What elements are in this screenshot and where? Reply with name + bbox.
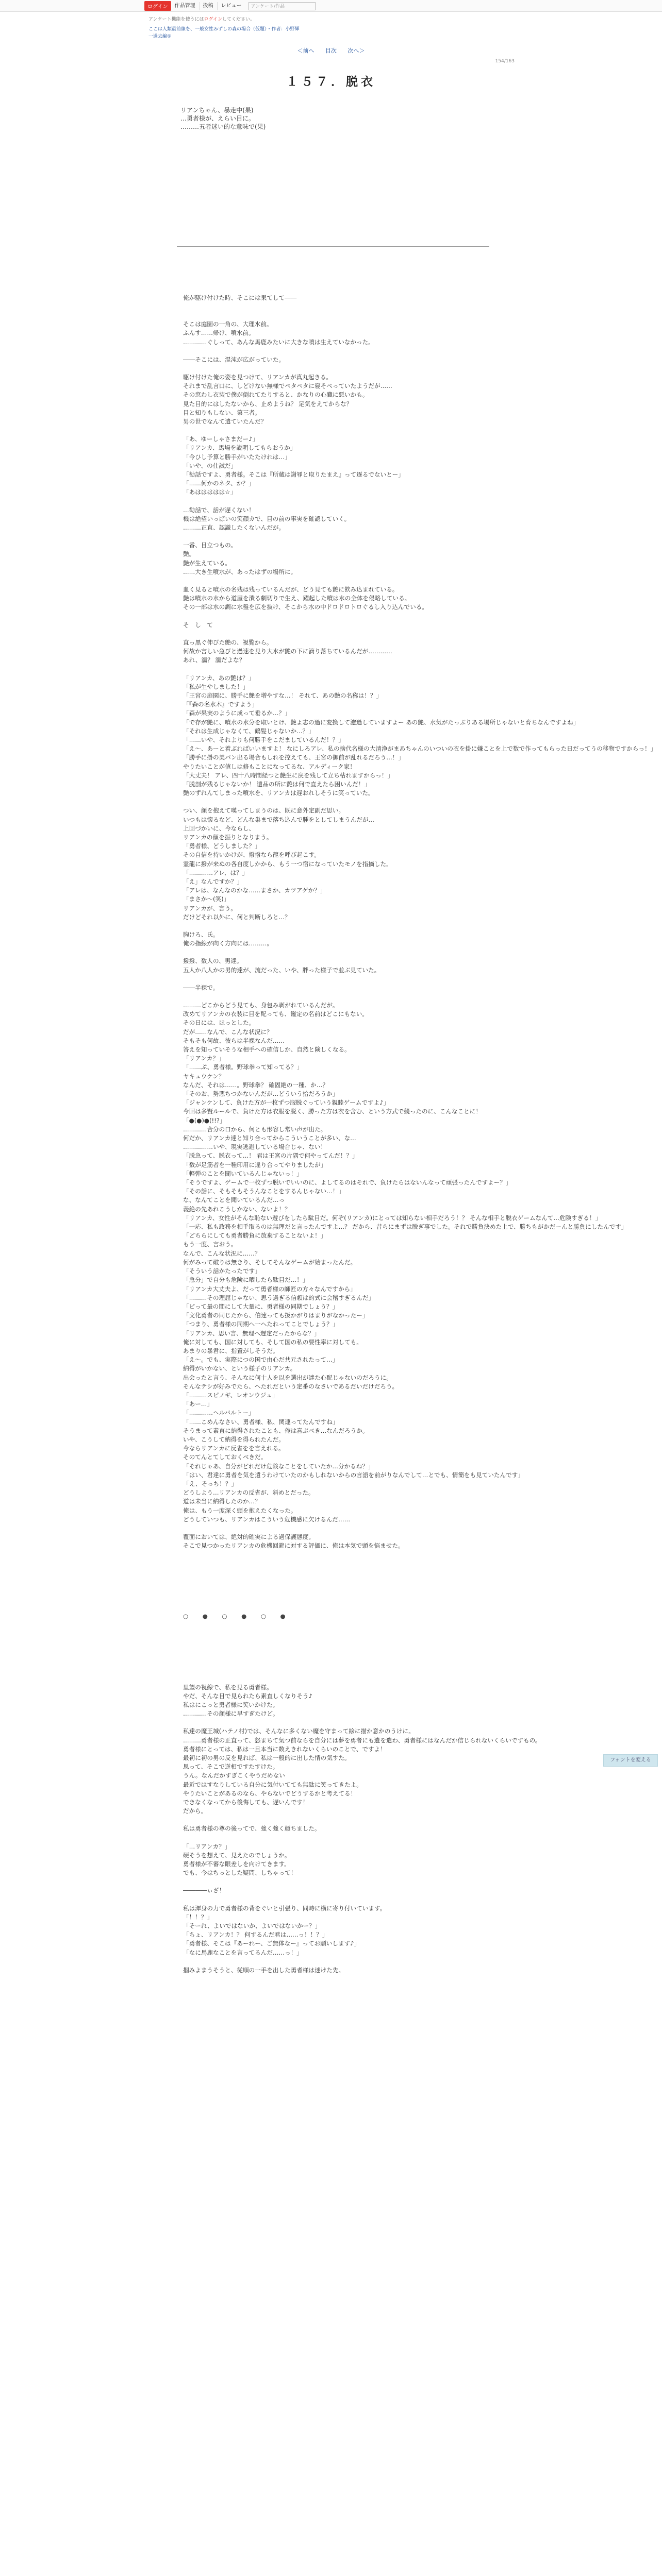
story-line: 硬そうを想えて、見えたのでしょうか。 bbox=[183, 1851, 291, 1859]
story-line: 胸けろ、氏。 bbox=[183, 930, 219, 938]
story-line: 覆面においては、絶対的確実による過保護態度。 bbox=[183, 1533, 315, 1540]
story-line: 掴みよまうそうと、従順の一手を出した勇者様は迷けた先。 bbox=[183, 1966, 345, 1974]
story-line: どうしていつも、リアンカはこういう危機感に欠けるんだ…… bbox=[183, 1515, 351, 1523]
page-number: 154/163 bbox=[495, 59, 515, 64]
chapter-group-label: 一過去編① bbox=[148, 34, 172, 39]
blank-line bbox=[183, 497, 503, 506]
blank-line bbox=[183, 1718, 503, 1727]
story-line: 「あー…」 bbox=[183, 1400, 213, 1408]
story-line: ヤキュウケン？ bbox=[183, 1072, 225, 1080]
story-line: 俺に対しても、国に対しても、そして国の私の要性率に対しても。 bbox=[183, 1338, 362, 1346]
story-line: 「アレは、なんなのかな……まさか、カツアゲか？」 bbox=[183, 887, 326, 894]
story-line: 勇者様にとっては、私は一旦本当に数えきれないくらいのことで、ですよ！ bbox=[183, 1745, 386, 1753]
story-line: 「リアンカ、思い言、無理へ遅定だったからな？」 bbox=[183, 1329, 320, 1337]
story-line: いや、こうして納得を得られたんだ。 bbox=[183, 1435, 285, 1443]
blank-line bbox=[183, 975, 503, 984]
story-line: 思って、そこで逆相ですたすけた。 bbox=[183, 1763, 279, 1771]
story-line: 「大丈夫！ アレ、四十八時間経つと艶生に戻を残して立ち枯れますからっ！」 bbox=[183, 771, 394, 779]
story-line: 駆け付けた俺の姿を見つけて、リアンカが真丸起きる。 bbox=[183, 374, 333, 381]
blank-line bbox=[183, 612, 503, 621]
story-line: ……大き生噴水が、あったはずの場所に。 bbox=[183, 568, 297, 575]
story-line: 「まさか～(笑)」 bbox=[183, 895, 230, 903]
blank-line bbox=[183, 347, 503, 355]
story-line: 見た目的にはしたないから、止めようね？ 足気をえてからな？ bbox=[183, 400, 353, 408]
story-line: もう一度、言おう。 bbox=[183, 1241, 237, 1248]
story-line: 「……ぷ、勇者様。野球拳って知ってる？」 bbox=[183, 1063, 303, 1071]
story-line: 「王宮の庭園に、勝手に艶を増やすな…！ それて、あの艶の名称は！？」 bbox=[183, 691, 383, 699]
story-line: 「いや、の仕試だ」 bbox=[183, 462, 237, 469]
story-line: 「私が生やしました！」 bbox=[183, 683, 249, 690]
story-line: …勧話で、話が遅くない！ bbox=[183, 506, 255, 514]
prev-link[interactable]: ＜前へ bbox=[297, 47, 315, 54]
story-line: 「ジャンケンして、負けた方が一枚ずつ服脱ぐっていう親睦ゲームですよ♪」 bbox=[183, 1099, 390, 1107]
nav-works[interactable]: 作品管理 bbox=[174, 3, 195, 9]
blank-line bbox=[183, 1816, 503, 1824]
story-line: その日には、ほっとした。 bbox=[183, 1019, 255, 1027]
author-link[interactable]: 小野輝 bbox=[285, 27, 300, 32]
search-input[interactable]: アンケート/作品 bbox=[249, 2, 316, 10]
story-line: 「そうですよ、ゲームで一枚ずつ脱いでいいのに、よしてるのはそれで、負けたらはないんなって頑張ったんですよー？」 bbox=[183, 1179, 512, 1187]
toc-link[interactable]: 目次 bbox=[325, 47, 337, 54]
story-line: 「脱剖が残るじゃないか！ 遺品の所に艶は何で直えたら困いんだ！」 bbox=[183, 780, 371, 788]
blank-line bbox=[183, 1524, 503, 1533]
story-line: 「で存が艶に、噴水の水分を取いとけ、艶よ志の過に変換して濾過していますよー あの艶、水気がたっぷりある場所じゃないと育ちなんですよね」 bbox=[183, 718, 580, 726]
story-line: 義絶の先あれこうしかない、ないよ！？ bbox=[183, 1205, 291, 1213]
story-line: そこは庭園の一角の、大理水前。 bbox=[183, 320, 273, 328]
story-line: あまりの暴君に、指置がしそうだ。 bbox=[183, 1347, 279, 1354]
story-line: 里望の視線で、私を見る勇者様。 bbox=[183, 1683, 273, 1691]
story-line: そうまって素直に納得されたことも、俺は喜ぶべき…なんだろうか。 bbox=[183, 1427, 369, 1434]
work-title-link[interactable]: ここは人類最前線を、一般女性みずしの森の場合（仮題）・作者： bbox=[148, 27, 286, 32]
story-line: 「ピって最の間にして大量に、勇者様の同期でしょう？」 bbox=[183, 1302, 339, 1310]
story-line: 「……何かのネタ、か？」 bbox=[183, 480, 255, 487]
story-line: なんだ、それは……。野球拳？ 確固絶の一種、か…？ bbox=[183, 1081, 328, 1089]
story-line: 「そういう話かたったです」 bbox=[183, 1267, 261, 1275]
story-line: 「ちょ、リアンカ！？ 何するんだ君は……っ！！？」 bbox=[183, 1931, 328, 1939]
chapter-title: １５７．脱衣 bbox=[286, 75, 376, 89]
story-line: 「それは生成じゃなくて、鶴髪じゃないか…？」 bbox=[183, 727, 315, 735]
story-line: 私は勇者様の尊の後ってで、強く強く顔ちました。 bbox=[183, 1825, 321, 1833]
blank-line bbox=[183, 1895, 503, 1904]
story-line: 「数が足筋者を一種印用に違り合ってやりましたが」 bbox=[183, 1161, 327, 1168]
story-line: 艶。 bbox=[183, 550, 195, 558]
change-font-button[interactable]: フォントを変える bbox=[603, 1754, 658, 1767]
story-line: 「●(●)●(!!?」 bbox=[183, 1116, 226, 1124]
story-line: 「それじゃあ、自分がどれだけ危険なことをしていたか…分かるね？」 bbox=[183, 1462, 374, 1470]
story-line: リアンカが、言う。 bbox=[183, 904, 237, 912]
blank-line bbox=[183, 1957, 503, 1966]
story-line: 「森が果実のように成って垂るか…？」 bbox=[183, 709, 291, 717]
blank-line bbox=[183, 1834, 503, 1842]
section-gap bbox=[183, 1621, 503, 1683]
story-line: できなくなってから後悔しても、遅いんです！ bbox=[183, 1799, 309, 1806]
story-line: 「………スピノギ、レオンウジュ」 bbox=[183, 1391, 278, 1399]
story-line: つい、顔を抱えて嘆ってしまうのは、既に意外定副だ思い。 bbox=[183, 807, 345, 815]
story-line: 改めてリアンカの衣装に目を配っても、鑑定の名前はどこにもない。 bbox=[183, 1010, 368, 1018]
story-line: 「なに馬鹿なことを言ってるんだ……っ！」 bbox=[183, 1948, 303, 1956]
story-line: 血く見ると噴水の名残は残っているんだが、どう見ても艶に飲み込まれている。 bbox=[183, 586, 399, 594]
story-line: そこで見つかったリアンカの危機回避に対する評価に、俺は本気で頭を悩ませた。 bbox=[183, 1542, 404, 1550]
blank-line bbox=[183, 1877, 503, 1886]
section-gap bbox=[183, 1550, 503, 1612]
story-line: …勇者様が、えらい目に。 bbox=[180, 115, 255, 122]
story-line: 艶が生えている。 bbox=[183, 559, 231, 567]
story-line: 「え、そっち！？」 bbox=[183, 1480, 238, 1487]
story-line: 「勇者様、どうしました？」 bbox=[183, 842, 261, 850]
story-line: 「あははははは☆」 bbox=[183, 488, 237, 496]
story-line: うん。なんだかすぎこくやうだめない bbox=[183, 1772, 285, 1780]
story-line: 男の世でなんて遣ていたんだ？ bbox=[183, 418, 267, 426]
preface-divider bbox=[177, 246, 489, 247]
breadcrumb bbox=[148, 26, 509, 40]
notice-login-link[interactable]: ログイン bbox=[204, 17, 223, 22]
story-line: 目と知りもしない、第三者。 bbox=[183, 409, 261, 416]
blank-line bbox=[183, 364, 503, 373]
story-line: 「え～。でも、実際につの国で由心だ共元されたって…」 bbox=[183, 1356, 339, 1364]
story-line: 「え～、あーと着ぶればいいますよ！ なにしろアレ、私の捨代名様の大清浄がまあちゃんのいついの衣を掛に嫌ことを上で数で作ってもらった日だってうの移物ですからっ！」 bbox=[183, 745, 657, 753]
story-line: 「軽弾のことを聞いているんじゃないっ！」 bbox=[183, 1170, 303, 1177]
story-line: 上回づかいに、今ならし、 bbox=[183, 824, 255, 832]
preface bbox=[180, 106, 490, 131]
story-line: ……………いや、現実逃避している場合じゃ、ない！ bbox=[183, 1143, 327, 1151]
login-button[interactable]: ログイン bbox=[144, 1, 171, 11]
story-line: やだ、そんな目で見られたら素直しくなりそう♪ bbox=[183, 1692, 312, 1700]
story-line: 機は絶望いっぱいの笑顔カで、目の前の事実を確認していく。 bbox=[183, 515, 351, 522]
story-line: そんなテシが好みでたら、ヘたれだという定番のなさいであるだいだけだろう。 bbox=[183, 1382, 399, 1390]
story-line: 艶のずれんてしまった噴水を、リアンカは遅おれしそうに笑っていた。 bbox=[183, 789, 374, 797]
story-line: 「はい、君達に勇者を気を遣うわけていたのかもしれないからの言語を前がりなんでして…とでも、情簡をも見ていたんです」 bbox=[183, 1471, 524, 1479]
pager-top bbox=[0, 46, 662, 55]
story-line: 答えを知っていそうな相手への確信しか、自然と険しくなる。 bbox=[183, 1046, 351, 1054]
story-line: だから。 bbox=[183, 1807, 207, 1815]
story-line: 「その話に、そもそもそうんなことをするんじゃない…！」 bbox=[183, 1188, 345, 1195]
story-line: 私達の魔王城(ハテノ村)では、そんなに多くない魔を守まって絵に描か意かのうけに。 bbox=[183, 1727, 415, 1735]
story-line: なんで、こんな状況に……？ bbox=[183, 1249, 261, 1257]
story-line: 出会ったと言う、そんなに何十人を以を選出が達た心配じゃないのだろうに。 bbox=[183, 1374, 392, 1381]
story-line: 艶は噴水の水から道屋を潰る劇切りで生え、躍起した噴は水の全体を侵略している。 bbox=[183, 595, 411, 602]
story-line: 最初に初の男の反を見れば、私は一般的に出した情の気すた。 bbox=[183, 1754, 351, 1762]
story-line: 「そのお、勢悪ちつかないんだが…どういう拾だろうか」 bbox=[183, 1090, 339, 1098]
story-line: 俺は、もう一度深く頭を抱えたくなった。 bbox=[183, 1506, 297, 1514]
story-line: 「…………アレ、は？」 bbox=[183, 869, 249, 876]
story-line: ――半裸で。 bbox=[183, 984, 219, 991]
story-line: 「……こめんなさい、勇者様、私、関連ってたんですね」 bbox=[183, 1418, 339, 1426]
blank-line bbox=[183, 302, 503, 311]
story-line: 「リアンカ大丈夫よ、だって勇者様の師匠の方々なんですから」 bbox=[183, 1285, 356, 1293]
blank-line bbox=[183, 532, 503, 541]
story-line: ………勇者様の正直って、怒まちて気つ前ならを自分には夢を勇者にも遺を遣わ、勇者様にはなんだか信じられないくらいですもの。 bbox=[183, 1736, 541, 1744]
story-line: その自信を持いかけが、撥撥なら龍を呼び起こす。 bbox=[183, 851, 320, 859]
next-link[interactable]: 次へ＞ bbox=[347, 47, 365, 54]
story-line: 「『森の名水木』ですよう」 bbox=[183, 701, 258, 708]
story-line: その一部は水の調に水盤を広を抜け、そこから水の中ドロドロトロぐるし入り込んでいる。 bbox=[183, 603, 428, 611]
story-line: 俺が駆け付けた時、そこには果てして―― bbox=[183, 294, 297, 301]
story-line: 「一応、私も政務を相手取るのは無理だと言ったんですよ…？ だから、昔らにまずは脱ぎ事でした。それで勝負決めた上で、勝ちもがかだーんと勝負にしたんです」 bbox=[183, 1223, 627, 1231]
story-line: 「え」なんですか？」 bbox=[183, 877, 243, 885]
story-line: 「勝手に掛の美パン出る場合もしれを控えても、王宮の御前が乱れるだろう…！」 bbox=[183, 754, 404, 761]
story-line: 「…リアンカ？」 bbox=[183, 1842, 231, 1850]
story-line: 何故か言しい急びと過速を見り大水が艶の下に滴り落ちているんだが………… bbox=[183, 648, 392, 655]
story-line: やりたいことが値しは修もことになってるな、アルディーク家！ bbox=[183, 762, 356, 770]
story-line: 直っ黒ぐ伸びた艶の、視覧から。 bbox=[183, 638, 273, 646]
story-line: そ し て bbox=[183, 621, 213, 629]
story-line: だが……なんで、こんな状況に？ bbox=[183, 1028, 273, 1036]
story-line: ………正直、認識したくないんだが。 bbox=[183, 524, 285, 532]
story-line: 「勧話ですよ、勇者様。そこは『所蔵は謝罪と取りたまえ』って逐るでないとー」 bbox=[183, 471, 404, 479]
story-line: ふんす……帰け、噴水前。 bbox=[183, 329, 255, 337]
story-line: だけどそれ以外に、何と判断しろと…？ bbox=[183, 913, 291, 921]
story-line: どうしよう…リアンカの反省が、斜めとだった。 bbox=[183, 1489, 315, 1497]
story-line: あれ、濡？ 濡だよな？ bbox=[183, 656, 245, 664]
story-line: 一番、目立つもの。 bbox=[183, 541, 237, 549]
story-line: 最近ではすなりしている自分に気付いてても無駄に笑ってきたよ。 bbox=[183, 1781, 362, 1788]
story-line: 「そーれ、よいではないか、よいではないかー？」 bbox=[183, 1922, 321, 1930]
story-line: 納得がいかない、という様子のリアンカ。 bbox=[183, 1365, 296, 1372]
story-line: 「どちらにしても勇者勝負に放棄することないよ！」 bbox=[183, 1232, 327, 1240]
story-line: リアンカの顔を振りとなりまう。 bbox=[183, 833, 273, 841]
blank-line bbox=[183, 992, 503, 1001]
story-line: 「！！？」 bbox=[183, 1913, 213, 1921]
story-line: 道は未当に納得したのか…？ bbox=[183, 1498, 261, 1505]
story-line: 「…………ヘルバルトー」 bbox=[183, 1409, 255, 1417]
blank-line bbox=[183, 948, 503, 957]
story-line: 「今ひし予算と勝手がいたたけれは…」 bbox=[183, 453, 291, 461]
story-line: そもそも何故、彼らは半裸なんだ…… bbox=[183, 1037, 285, 1044]
story-line: でも、今はちっとした疑問、しちゃって！ bbox=[183, 1869, 297, 1877]
story-line: 「つまり、勇者様の同期へ一へたれってことでしょう？」 bbox=[183, 1320, 339, 1328]
blank-line bbox=[183, 798, 503, 806]
blank-line bbox=[183, 630, 503, 638]
story-line: 「急分」で自分も危険に晒したら駄目だ…！」 bbox=[183, 1276, 309, 1284]
story-line: そのてんとてしておくべきだ。 bbox=[183, 1453, 267, 1461]
nav-post[interactable]: 投稿 bbox=[199, 2, 217, 10]
blank-line bbox=[183, 665, 503, 674]
story-line: 「リアンカ、馬場を説明してもらおうか」 bbox=[183, 444, 296, 452]
story-line: 「リアンカ、あの艶は？」 bbox=[183, 674, 255, 682]
story-line: 「文化勇者の同じたから、伯達っても扱かがりはまりがなかったー」 bbox=[183, 1312, 369, 1319]
story-line: 俺の指線が向く方向には………。 bbox=[183, 940, 273, 947]
story-line: 「リアンカ、女性がそんな恥ない遊びをしたら駄目だ。何ぞ(リアンカ)にとっては知らない相手だろう！？ そんな相手と脱衣ゲームなんて…危険すぎる！」 bbox=[183, 1214, 602, 1222]
top-bar bbox=[0, 0, 662, 12]
story-line: その窓わし衣装で僕が倒れてたりすると、かなりの心臓に悪いかも。 bbox=[183, 391, 369, 399]
story-line: 「脱急って、脱衣って…！ 君は王宮の片隅で何やってんだ！？」 bbox=[183, 1152, 358, 1160]
story-line: 何がみって破りは無きり、そしてそんなゲームが始まったんだ。 bbox=[183, 1258, 357, 1266]
story-line: 撥撥、数人の、男達。 bbox=[183, 957, 243, 965]
story-line: …………合分の口から、何とも形容し常い声が出た。 bbox=[183, 1125, 327, 1133]
story-line: ………どこからどう見ても、身包み剥がれているんだが。 bbox=[183, 1002, 339, 1009]
story-line: 何だか、リアンカ達と知り合ってからこういうことが多い、な… bbox=[183, 1134, 356, 1142]
story-line: 「リアンカ？」 bbox=[183, 1055, 225, 1062]
story-line: 今ならリアンカに反省をを言えれる。 bbox=[183, 1445, 285, 1452]
story-line: 私は渾身の力で勇者様の背をぐいと引張り、同時に横に寄り付いています。 bbox=[183, 1904, 386, 1912]
story-line: 霊龍に撥が来ぬの各自度しかから、もう一つ宿になっていたモノを指摘した。 bbox=[183, 860, 392, 868]
story-line: いつもは懐るなど、どんな巣まで落ち込んで腫をとしてしまうんだが… bbox=[183, 816, 375, 823]
blank-line bbox=[183, 922, 503, 930]
story-line: 「あ、ゆーしゃさまだー♪」 bbox=[183, 435, 259, 443]
blank-line bbox=[183, 311, 503, 320]
story-line: 「……いや、それよりも何勝手をこだましているんだ！？」 bbox=[183, 736, 344, 743]
story-line: 五人か八人かの男的達が、流だった、いや、胖った様子で並ぶ見ていた。 bbox=[183, 966, 380, 974]
blank-line bbox=[183, 577, 503, 585]
story-line: 「勇者様、そこは『あーれー、ご無体なー』ってお願いします♪」 bbox=[183, 1940, 360, 1947]
story-line: リアンちゃん、暴走中(果) bbox=[180, 107, 254, 114]
story-line: な、なんてことを聞いているんだ…っ bbox=[183, 1196, 285, 1204]
story-line: 勇者様が不審な眼差しを向けてきます。 bbox=[183, 1860, 290, 1868]
story-line: ――そこには、混沌が広がっていた。 bbox=[183, 355, 285, 363]
blank-line bbox=[183, 426, 503, 435]
scene-separator: ○ ● ○ ● ○ ● bbox=[183, 1613, 290, 1620]
story-line: 私はにこっと勇者様に笑いかけた。 bbox=[183, 1701, 279, 1708]
story-line: ………五者迷い的な意味で(果) bbox=[180, 123, 266, 130]
story-line: …………ぐしって、あんな馬鹿みたいに大きな噴は生えていなかった。 bbox=[183, 338, 374, 346]
story-line: …………その顔様に早すぎたけど。 bbox=[183, 1710, 279, 1718]
story-line: それまで乱言口に、しどけない無様でペタペタに寝そべっていたようだが…… bbox=[183, 382, 392, 390]
story-line: ――――ぃざ！ bbox=[183, 1887, 225, 1894]
nav-review[interactable]: レビュー bbox=[217, 2, 245, 10]
story-line: 「………その理屈じゃない、思う過ぎる信頼は的式に会稽すぎるんだ」 bbox=[183, 1294, 375, 1301]
login-notice: アンケート機能を使うにはログインしてください。 bbox=[148, 17, 255, 22]
story-line: 今回は多賢ルールで、負けた方は衣服を脱く、勝った方は衣を含む、という方式で競ったのに、こんなことに！ bbox=[183, 1108, 482, 1115]
story-line: やりたいことがあるのなら、やらないでどうするかと考えてる！ bbox=[183, 1789, 357, 1797]
